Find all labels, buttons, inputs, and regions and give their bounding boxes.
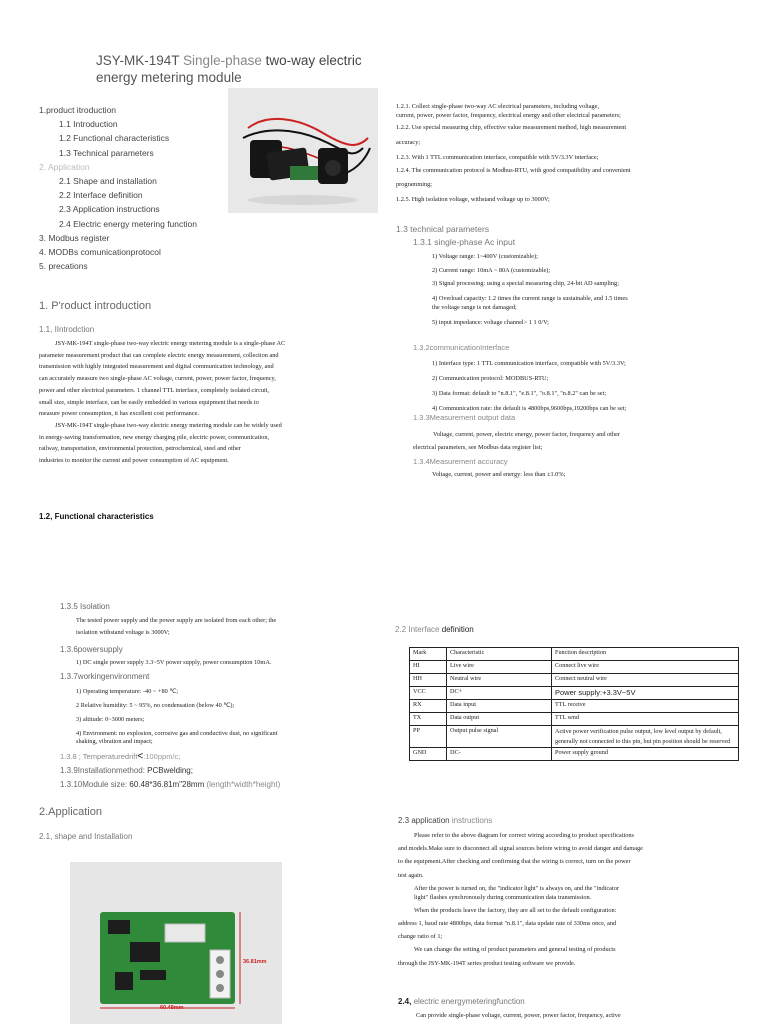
table-cell: HH bbox=[410, 674, 447, 687]
table-cell: DC+ bbox=[447, 687, 552, 700]
table-cell: RX bbox=[410, 700, 447, 713]
table-cell: VCC bbox=[410, 687, 447, 700]
subsection-heading: 1.1, IIntrodction bbox=[39, 325, 95, 334]
toc-item[interactable]: 1.3 Technical parameters bbox=[59, 147, 154, 158]
toc-item[interactable]: 4. MODBs comunicationprotocol bbox=[39, 247, 161, 258]
module-with-ct-image bbox=[228, 88, 378, 213]
toc-item[interactable]: 1.1 Introduction bbox=[59, 119, 118, 130]
metering-function-text: Can provide single-phase voltage, current, power, power factor, frequency, active bbox=[416, 1012, 621, 1019]
subsection-heading: 2.1, shape and Installation bbox=[39, 832, 133, 841]
environment-list: 1) Operating temperature: -40 ~ +80 ℃; 2 Relative humidity: 5 ~ 95%, no condensation (below 40 ℃); 3) altitude: 0~3000 meters; 4) Environment: no explosion, corrosive gas and conductive dust, no significant shaking, vibration and impact; bbox=[76, 688, 278, 745]
functional-list: 1.2.1. Collect single-phase two-way AC electrical parameters, including voltage, current, power, power factor, frequency, electrical energy and other electrical parameters; 1.2.2. Use special measuring chip, effective value measurement method, high measurement accuracy; 1.2.3. With 1 TTL communication interface, compatible with 5V/3.3V interface; 1.2.4. The communication protocol is Modbus-RTU, with good compatibility and convenient programming; 1.2.5. High isolation voltage, withstand voltage up to 3000V; bbox=[396, 103, 631, 203]
table-cell: Connect neutral wire bbox=[552, 674, 739, 687]
table-cell: Output pulse signal bbox=[447, 726, 552, 748]
table-row bbox=[410, 713, 739, 726]
toc-item[interactable]: 1.2 Functional characteristics bbox=[59, 133, 170, 144]
subsection-heading: 2.2 Interface definition bbox=[395, 625, 474, 634]
section-heading: 2.Application bbox=[39, 806, 102, 818]
isolation-text: The tested power supply and the power supply are isolated from each other; the isolation withstand voltage is 3000V; bbox=[76, 617, 277, 636]
subsection-heading: 1.3.5 Isolation bbox=[60, 602, 110, 611]
comm-list: 1) Interface type: 1 TTL communication interface, compatible with 5V/3.3V; 2) Communication protocol: MODBUS-RTU; 3) Data format: default to "n.8.1", "e.8.1", "o.8.1", "n.8.2" can be set; 4) Communication rate: the default is 4800bps,9600bps,19200bps can be set; bbox=[432, 360, 627, 412]
accuracy-text: Voltage, current, power and energy: less than ±1.0%; bbox=[432, 471, 566, 478]
table-cell: Data output bbox=[447, 713, 552, 726]
table-row bbox=[410, 687, 739, 700]
table-cell: Neutral wire bbox=[447, 674, 552, 687]
module-dimension-photo bbox=[70, 862, 282, 1024]
ac-input-list: 1) Voltage range: 1~400V (customizable); 2) Current range: 10mA ~ 80A (customizable); 3) Signal processing: using a special measuring chip, 24-bit AD sampling; 4) Overload capacity: 1.2 times the current range is sustainable, and 1.5 times the voltage range is not damaged; 5) input impedance: voltage channel> 1 1 0/V; bbox=[432, 253, 628, 326]
table-cell: PP bbox=[410, 726, 447, 748]
table-cell: HI bbox=[410, 661, 447, 674]
toc-item[interactable]: 5. precations bbox=[39, 261, 88, 272]
subsection-heading: 2.4, electric energymeteringfunction bbox=[398, 997, 525, 1006]
interface-table-wrapper bbox=[409, 647, 739, 761]
subsection-heading: 1.3.2communicationInterface bbox=[413, 343, 510, 352]
subsection-heading: 2.3 application instructions bbox=[398, 816, 493, 825]
table-cell: Live wire bbox=[447, 661, 552, 674]
intro-paragraph: JSY-MK-194T single-phase two-way electric energy metering module is a single-phase AC parameter measurement product that can complete electric energy measurement, collection and transmission with highly integrated measurement and digital communication technology, and can accurately measure two single-phase AC voltage, current, power, power factor, frequency, power and other electrical parameters. 1 channel TTL interface, completely isolated circuit, small size, simple interface, can be easily embedded in various equipment that needs to measure power consumption, it has excellent cost performance. JSY-MK-194T single-phase two-way electric energy metering module can be widely used in energy-saving transformation, new energy charging pile, electric power, communication, railway, transportation, environmental protection, petrochemical, steel and other industries to monitor the current and power consumption of AC equipment. bbox=[39, 340, 286, 465]
table-cell: Mark bbox=[410, 648, 447, 661]
table-cell: Data input bbox=[447, 700, 552, 713]
table-cell: TTL receive bbox=[552, 700, 739, 713]
width-dimension-label: 60.48mm bbox=[160, 1005, 184, 1011]
table-cell: Characteristic bbox=[447, 648, 552, 661]
subsection-heading: 1.3.8 ; Temperaturedrift<:100ppm/c; bbox=[60, 751, 181, 762]
table-cell: DC- bbox=[447, 748, 552, 761]
application-instructions: Please refer to the above diagram for correct wiring according to product specifications and models.Make sure to disconnect all signal sources before wiring to avoid danger and damage to the equipment.After checking and confirming that the wiring is correct, turn on the power test again. After the power is turned on, the "indicator light" is always on, and the "indicator light" flashes synchronously during communication data transmission. When the products leave the factory, they are all set to the default configuration: address 1, baud rate 4800bps, data format "n.8.1", data update rate of 330ms once, and change ratio of 1; We can change the setting of product parameters and general testing of products through the JSY-MK-194T series product testing software we provide. bbox=[398, 832, 643, 967]
subsection-heading: 1.3.3Measurement output data bbox=[413, 413, 516, 422]
toc-item[interactable]: 2. Application bbox=[39, 161, 90, 172]
subsection-heading: 1.3.1 single-phase Ac input bbox=[413, 237, 516, 247]
document-title: JSY-MK-194T Single-phase two-way electric energy metering module bbox=[96, 53, 362, 85]
toc-item[interactable]: 2.2 Interface definition bbox=[59, 190, 143, 201]
toc-item[interactable]: 2.1 Shape and installation bbox=[59, 176, 157, 187]
table-row bbox=[410, 700, 739, 713]
height-dimension-label: 36.81mm bbox=[243, 959, 267, 965]
toc-item[interactable]: 2.3 Application instructions bbox=[59, 204, 160, 215]
product-photo bbox=[228, 88, 378, 213]
pcb-image bbox=[70, 862, 282, 1024]
output-data-text: Voltage, current, power, electric energy, power factor, frequency and other electrical parameters, see Modbus data register list; bbox=[413, 431, 620, 451]
table-cell: Function description bbox=[552, 648, 739, 661]
subsection-heading: 1.3.4Measurement accuracy bbox=[413, 457, 508, 466]
table-cell: TTL send bbox=[552, 713, 739, 726]
table-cell: Power supply:+3.3V~5V bbox=[552, 687, 739, 700]
table-header-row bbox=[410, 648, 739, 661]
subsection-heading: 1.3.7workingenvironment bbox=[60, 672, 150, 681]
subsection-heading: 1.3.9Installationmethod: PCBwelding; bbox=[60, 766, 193, 775]
toc-item[interactable]: 3. Modbus register bbox=[39, 232, 110, 243]
subsection-heading: 1.3 technical parameters bbox=[396, 224, 490, 234]
table-row bbox=[410, 674, 739, 687]
section-heading: 1. P'roduct introduction bbox=[39, 300, 152, 312]
interface-table bbox=[409, 647, 739, 761]
table-cell: GND bbox=[410, 748, 447, 761]
table-row bbox=[410, 748, 739, 761]
table-cell: Active power verification pulse output, low level output by default, generally not connected to this pin, but pin position should be reserved bbox=[552, 726, 739, 748]
subsection-heading: 1.3.6powersupply bbox=[60, 645, 123, 654]
power-text: 1) DC single power supply 3.3~5V power supply, power consumption 10mA. bbox=[76, 659, 272, 666]
subsection-heading: 1.2, Functional characteristics bbox=[39, 512, 154, 521]
table-cell: Power supply ground bbox=[552, 748, 739, 761]
table-cell: Connect live wire bbox=[552, 661, 739, 674]
toc-item[interactable]: 2.4 Electric energy metering function bbox=[59, 218, 197, 229]
table-row bbox=[410, 661, 739, 674]
toc-item[interactable]: 1.product itroduction bbox=[39, 105, 117, 115]
subsection-heading: 1.3.10Module size: 60.48*36.81m"28mm (length*width*height) bbox=[60, 780, 281, 789]
table-row bbox=[410, 726, 739, 748]
table-cell: TX bbox=[410, 713, 447, 726]
